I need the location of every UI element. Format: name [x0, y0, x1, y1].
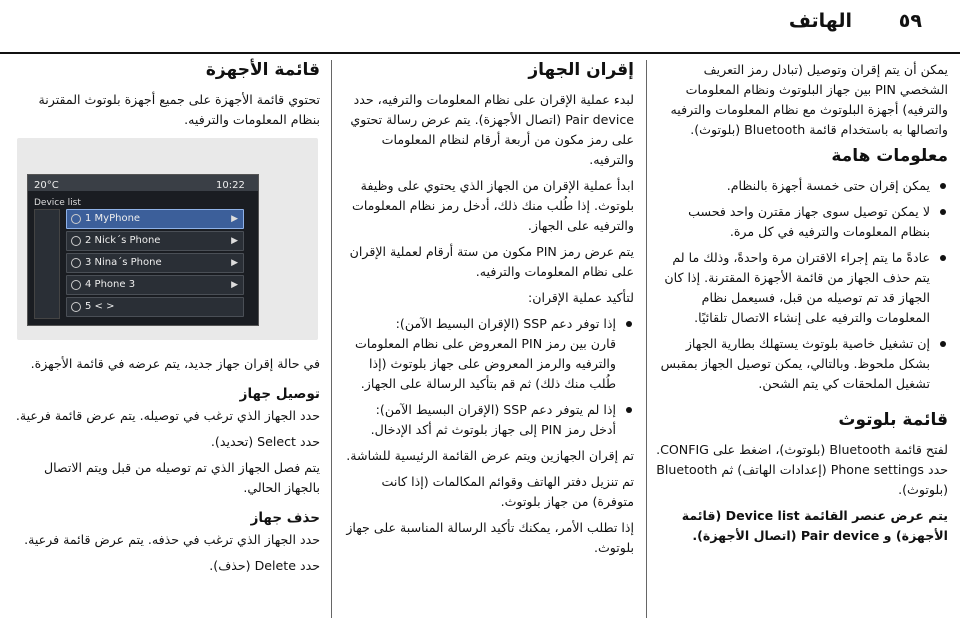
column-divider: [646, 60, 647, 618]
pair-paragraph: يتم عرض رمز PIN مكون من ستة أرقام لعملية الإقران على نظام المعلومات والترفيه.: [349, 244, 634, 279]
ssp-supported: إذا توفر دعم SSP (الإقران البسيط الآمن):: [395, 316, 616, 331]
ssp-unsupported-detail: أدخل رمز PIN إلى جهاز بلوتوث ثم أكد الإدخال.: [370, 422, 616, 437]
connect-device-heading: توصيل جهاز: [239, 386, 320, 402]
section-title: الهاتف: [788, 10, 852, 32]
chevron-right-icon: ▶: [231, 280, 238, 290]
header-rule: [0, 52, 960, 54]
chevron-right-icon: ▶: [231, 214, 238, 224]
important-info-list: [656, 176, 948, 394]
temperature-readout: 20°C: [34, 180, 59, 191]
delete-device-heading: حذف جهاز: [250, 510, 320, 526]
page-header: [0, 0, 960, 44]
device-row[interactable]: [66, 231, 244, 251]
ssp-unsupported: إذا لم يتوفر دعم SSP (الإقران البسيط الآمن):: [375, 402, 616, 417]
pair-paragraph: ابدأ عملية الإقران من الجهاز الذي يحتوي على وظيفة بلوتوث. إذا طُلب منك ذلك، أدخل رمز نظام المعلومات والترفيه على الجهاز.: [351, 178, 634, 233]
device-row[interactable]: [66, 297, 244, 317]
bluetooth-menu-heading: قائمة بلوتوث: [838, 410, 948, 430]
menu-items-paragraph: يتم عرض عنصر القائمة Device list (قائمة الأجهزة) و Pair device (اتصال الأجهزة).: [681, 508, 948, 543]
connect-select-paragraph: حدد Select (تحديد).: [210, 434, 320, 449]
column-divider: [331, 60, 332, 618]
pair-device-heading: إقران الجهاز: [528, 60, 634, 80]
device-icon: [71, 302, 81, 312]
infotainment-screen: [27, 174, 259, 326]
column-pair-device: [344, 60, 634, 618]
list-item: يمكن إقران حتى خمسة أجهزة بالنظام.: [656, 176, 930, 196]
device-label: 2 Nick´s Phone: [85, 235, 161, 246]
screen-title: Device list: [34, 198, 81, 208]
delete-paragraph: حدد الجهاز الذي ترغب في حذفه. يتم عرض قائمة فرعية.: [24, 532, 320, 547]
open-menu-paragraph: لفتح قائمة Bluetooth (بلوتوث)، اضغط على CONFIG. حدد Phone settings (إعدادات الهاتف) ثم Bluetooth (بلوتوث).: [656, 442, 948, 497]
list-item: [344, 314, 616, 394]
pair-paragraph: تم إقران الجهازين ويتم عرض القائمة الرئيسية للشاشة.: [346, 448, 634, 463]
connect-disconnect-paragraph: يتم فصل الجهاز الذي تم توصيله من قبل ويتم الاتصال بالجهاز الحالي.: [43, 460, 320, 495]
column-device-list: [15, 60, 320, 618]
device-list-intro: تحتوي قائمة الأجهزة على جميع أجهزة بلوتوث المقترنة بنظام المعلومات والترفيه.: [38, 92, 320, 127]
screenshot-caption: في حالة إقران جهاز جديد، يتم عرضه في قائمة الأجهزة.: [30, 356, 320, 371]
chevron-right-icon: ▶: [231, 236, 238, 246]
device-label: 1 MyPhone: [85, 213, 141, 224]
list-item: عادةً ما يتم إجراء الاقتران مرة واحدةً، وذلك ما لم يتم حذف الجهاز من قائمة الأجهزة المقترنة. إذا كان الجهاز قد تم توصيله من قبل، فسيعمل نظام المعلومات والترفيه على إنشاء الاتصال تلقائيًا.: [656, 248, 930, 328]
device-label: 5 < >: [85, 301, 115, 312]
chevron-right-icon: ▶: [231, 258, 238, 268]
screen-side-panel: [34, 209, 60, 319]
important-info-heading: معلومات هامة: [831, 146, 948, 166]
device-icon: [71, 280, 81, 290]
device-label: 3 Nina´s Phone: [85, 257, 162, 268]
column-bluetooth-info: [656, 60, 948, 618]
status-bar: [28, 175, 258, 191]
delete-select-paragraph: حدد Delete (حذف).: [209, 558, 320, 573]
pair-confirm-list: [344, 314, 634, 440]
clock-readout: 10:22: [216, 180, 245, 191]
device-row[interactable]: [66, 209, 244, 229]
device-label: 4 Phone 3: [85, 279, 136, 290]
ssp-supported-detail: قارن بين رمز PIN المعروض على نظام المعلومات والترفيه والرمز المعروض على جهاز بلوتوث (إذا طُلب منك ذلك) ثم قم بتأكيد الرسالة على الجهاز.: [354, 336, 616, 391]
device-icon: [71, 236, 81, 246]
list-item: لا يمكن توصيل سوى جهاز مقترن واحد فحسب بنظام المعلومات والترفيه في كل مرة.: [656, 202, 930, 242]
pair-paragraph: تم تنزيل دفتر الهاتف وقوائم المكالمات (إذا كانت متوفرة) من جهاز بلوتوث.: [381, 474, 634, 509]
device-list-screenshot: [17, 138, 318, 340]
connect-paragraph: حدد الجهاز الذي ترغب في توصيله. يتم عرض قائمة فرعية.: [15, 408, 320, 423]
pair-paragraph: لبدء عملية الإقران على نظام المعلومات والترفيه، حدد Pair device (اتصال الأجهزة). يتم عرض رسالة تحتوي على رمز مكون من أربعة أرقام لنظام المعلومات والترفيه.: [350, 92, 634, 167]
device-row[interactable]: [66, 253, 244, 273]
list-item: [344, 400, 616, 440]
intro-paragraph: يمكن أن يتم إقران وتوصيل (تبادل رمز التعريف الشخصي PIN بين جهاز البلوتوث ونظام المعلومات والترفيه) أجهزة البلوتوث مع نظام المعلومات والترفيه واتصالها به باستخدام قائمة Bluetooth (بلوتوث).: [670, 62, 948, 137]
device-row[interactable]: [66, 275, 244, 295]
device-list-heading: قائمة الأجهزة: [205, 60, 320, 80]
pair-paragraph: إذا تطلب الأمر، يمكنك تأكيد الرسالة المناسبة على جهاز بلوتوث.: [346, 520, 634, 555]
page-number: ٥٩: [898, 10, 922, 32]
device-icon: [71, 258, 81, 268]
list-item: إن تشغيل خاصية بلوتوث يستهلك بطارية الجهاز بشكل ملحوظ. وبالتالي، يمكن توصيل الجهاز بمقبس تشغيل الملحقات كي يتم الشحن.: [656, 334, 930, 394]
device-icon: [71, 214, 81, 224]
pair-paragraph: لتأكيد عملية الإقران:: [527, 290, 634, 305]
